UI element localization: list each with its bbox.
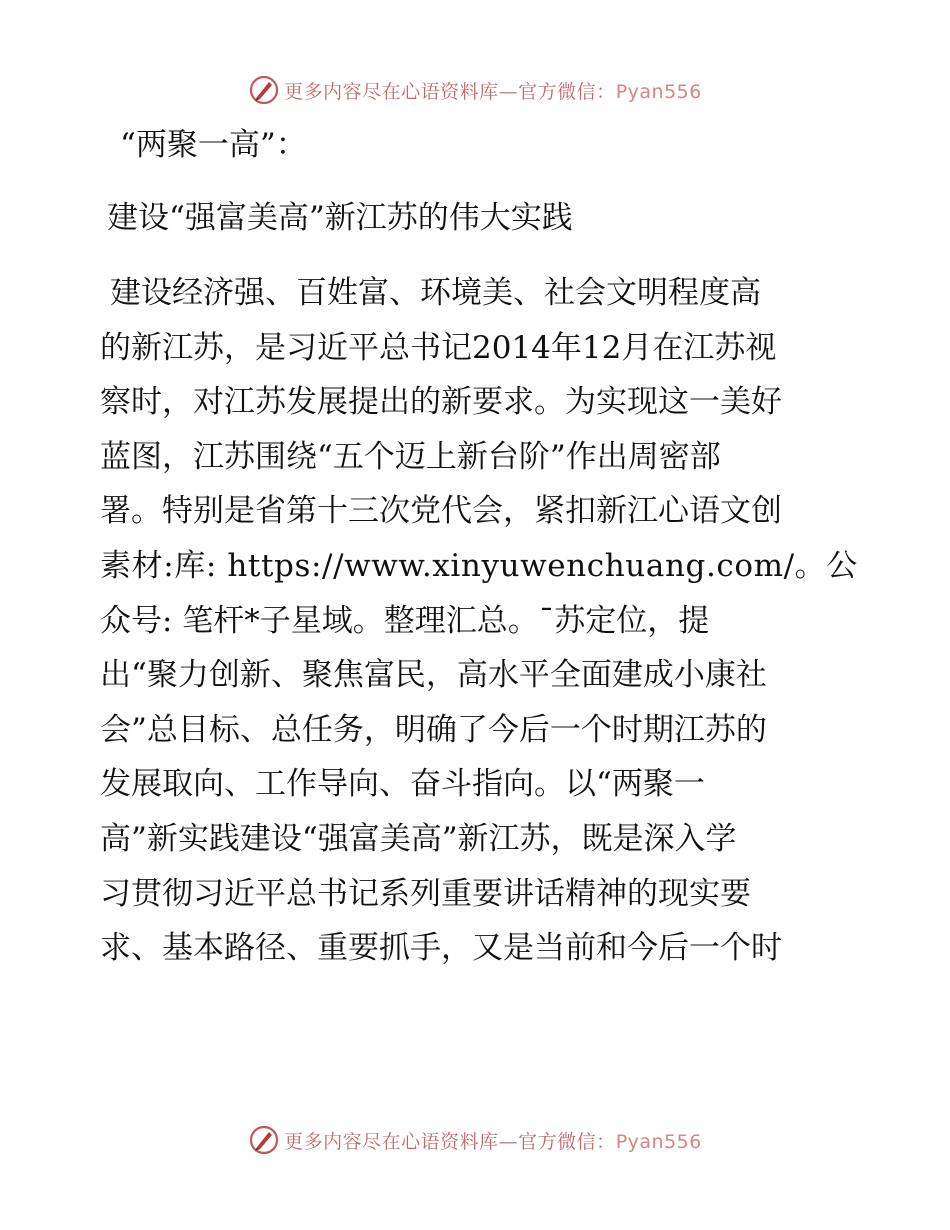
body-line-9: 会”总目标、总任务，明确了今后一个时期江苏的 (100, 711, 767, 748)
watermark-group (248, 74, 702, 106)
watermark-text: 更多内容尽在心语资料库—官方微信：Pyan556 (284, 1130, 702, 1153)
body-line-3: 察时，对江苏发展提出的新要求。为实现这一美好 (100, 384, 782, 421)
body-line-13: 求、基本路径、重要抓手，又是当前和今后一个时 (100, 930, 782, 967)
quill-logo-icon (248, 1124, 280, 1156)
body-line-2: 的新江苏，是习近平总书记2014年12月在江苏视 (100, 329, 777, 366)
document-title: “两聚一高”： (120, 127, 307, 163)
watermark-group (248, 1124, 702, 1156)
body-line-7: 众号: 笔杆*子星域。整理汇总。¯苏定位，提 (100, 602, 710, 639)
body-paragraph (100, 266, 860, 976)
header-watermark (0, 70, 950, 110)
body-line-5: 署。特别是省第十三次党代会，紧扣新江心语文创 (100, 493, 782, 530)
quill-logo-icon (248, 74, 280, 106)
body-line-11: 高”新实践建设“强富美高”新江苏，既是深入学 (100, 820, 737, 857)
document-subtitle: 建设“强富美高”新江苏的伟大实践 (107, 200, 573, 236)
body-line-8: 出“聚力创新、聚焦富民，高水平全面建成小康社 (100, 657, 767, 694)
footer-watermark (0, 1120, 950, 1160)
body-line-1: 建设经济强、百姓富、环境美、社会文明程度高 (110, 275, 761, 311)
body-line-6: 素材:库: https://www.xinyuwenchuang.com/。公 (100, 547, 858, 584)
watermark-text: 更多内容尽在心语资料库—官方微信：Pyan556 (284, 80, 702, 103)
body-line-10: 发展取向、工作导向、奋斗指向。以“两聚一 (100, 766, 705, 803)
body-line-12: 习贯彻习近平总书记系列重要讲话精神的现实要 (100, 875, 751, 912)
body-line-4: 蓝图，江苏围绕“五个迈上新台阶”作出周密部 (100, 438, 721, 475)
